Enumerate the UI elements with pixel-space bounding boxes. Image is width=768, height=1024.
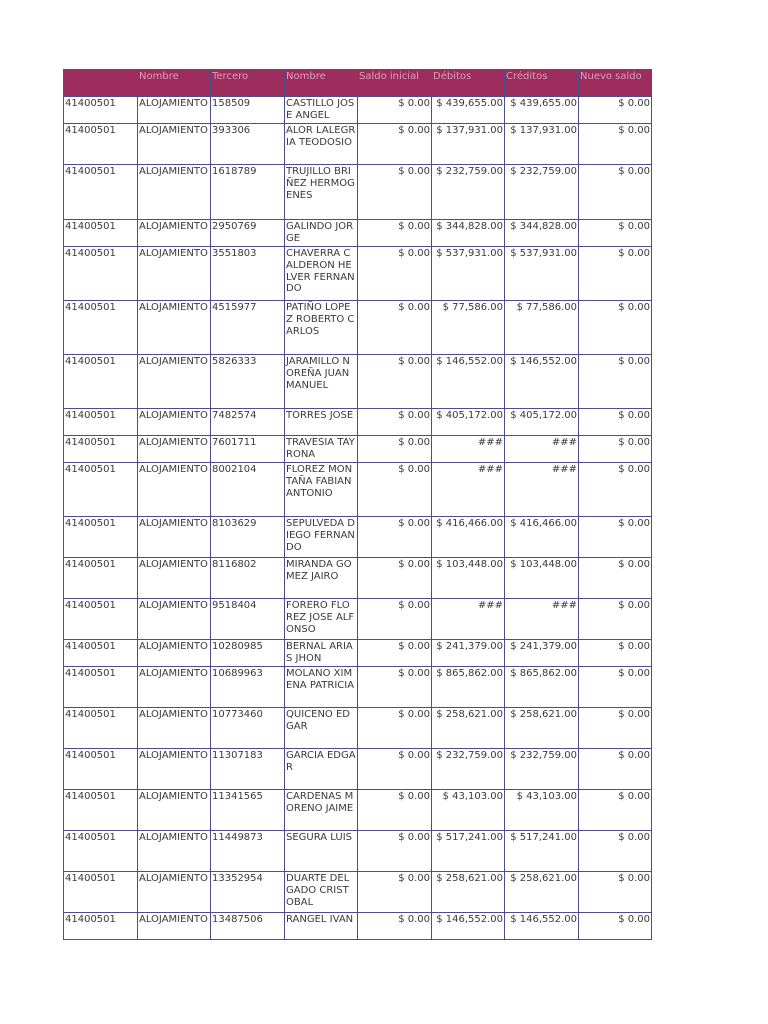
cell-debitos: ###	[432, 436, 505, 463]
cell-saldo-inicial: $ 0.00	[358, 409, 432, 436]
cell-saldo-inicial: $ 0.00	[358, 640, 432, 667]
cell-tercero: 11341565	[211, 790, 285, 831]
cell-concepto: ALOJAMIENTO	[138, 97, 211, 124]
cell-concepto: ALOJAMIENTO	[138, 124, 211, 165]
cell-nuevo-saldo: $ 0.00	[579, 872, 652, 913]
cell-debitos: $ 43,103.00	[432, 790, 505, 831]
spreadsheet-page	[63, 69, 651, 940]
table-row	[64, 517, 652, 558]
cell-debitos: $ 241,379.00	[432, 640, 505, 667]
cell-creditos: $ 517,241.00	[505, 831, 579, 872]
header-cuenta	[64, 70, 138, 97]
cell-debitos: $ 77,586.00	[432, 301, 505, 355]
cell-cuenta: 41400501	[64, 872, 138, 913]
cell-nombre: CARDENAS MORENO JAIME	[285, 790, 358, 831]
cell-nuevo-saldo: $ 0.00	[579, 463, 652, 517]
cell-tercero: 8103629	[211, 517, 285, 558]
cell-nuevo-saldo: $ 0.00	[579, 436, 652, 463]
cell-tercero: 5826333	[211, 355, 285, 409]
cell-cuenta: 41400501	[64, 165, 138, 220]
cell-concepto: ALOJAMIENTO	[138, 165, 211, 220]
cell-nuevo-saldo: $ 0.00	[579, 558, 652, 599]
cell-tercero: 393306	[211, 124, 285, 165]
cell-debitos: $ 537,931.00	[432, 247, 505, 301]
table-row	[64, 463, 652, 517]
cell-concepto: ALOJAMIENTO	[138, 301, 211, 355]
cell-creditos: $ 77,586.00	[505, 301, 579, 355]
header-nombre-concepto: Nombre	[138, 70, 211, 97]
cell-nuevo-saldo: $ 0.00	[579, 355, 652, 409]
cell-concepto: ALOJAMIENTO	[138, 517, 211, 558]
table-row	[64, 913, 652, 940]
header-nombre-tercero: Nombre	[285, 70, 358, 97]
cell-cuenta: 41400501	[64, 355, 138, 409]
cell-debitos: $ 146,552.00	[432, 355, 505, 409]
table-row	[64, 558, 652, 599]
table-row	[64, 165, 652, 220]
cell-nuevo-saldo: $ 0.00	[579, 124, 652, 165]
cell-debitos: $ 137,931.00	[432, 124, 505, 165]
cell-nombre: GARCIA EDGAR	[285, 749, 358, 790]
cell-cuenta: 41400501	[64, 220, 138, 247]
cell-creditos: $ 103,448.00	[505, 558, 579, 599]
cell-nombre: JARAMILLO NOREÑA JUAN MANUEL	[285, 355, 358, 409]
cell-creditos: $ 537,931.00	[505, 247, 579, 301]
accounts-table	[63, 69, 652, 940]
table-row	[64, 708, 652, 749]
cell-cuenta: 41400501	[64, 301, 138, 355]
cell-nombre: DUARTE DELGADO CRISTOBAL	[285, 872, 358, 913]
cell-tercero: 8002104	[211, 463, 285, 517]
table-row	[64, 247, 652, 301]
header-row	[64, 70, 652, 97]
cell-nombre: FLOREZ MONTAÑA FABIAN ANTONIO	[285, 463, 358, 517]
cell-concepto: ALOJAMIENTO	[138, 355, 211, 409]
cell-saldo-inicial: $ 0.00	[358, 301, 432, 355]
cell-tercero: 158509	[211, 97, 285, 124]
cell-tercero: 3551803	[211, 247, 285, 301]
cell-nombre: CHAVERRA CALDERON HELVER FERNANDO	[285, 247, 358, 301]
cell-tercero: 10773460	[211, 708, 285, 749]
cell-nombre: QUICENO EDGAR	[285, 708, 358, 749]
cell-saldo-inicial: $ 0.00	[358, 831, 432, 872]
cell-nuevo-saldo: $ 0.00	[579, 749, 652, 790]
cell-cuenta: 41400501	[64, 640, 138, 667]
cell-nombre: GALINDO JORGE	[285, 220, 358, 247]
cell-nuevo-saldo: $ 0.00	[579, 708, 652, 749]
cell-saldo-inicial: $ 0.00	[358, 436, 432, 463]
cell-nuevo-saldo: $ 0.00	[579, 247, 652, 301]
cell-concepto: ALOJAMIENTO	[138, 409, 211, 436]
table-row	[64, 599, 652, 640]
cell-tercero: 1618789	[211, 165, 285, 220]
cell-cuenta: 41400501	[64, 749, 138, 790]
cell-tercero: 11307183	[211, 749, 285, 790]
cell-cuenta: 41400501	[64, 409, 138, 436]
cell-tercero: 13487506	[211, 913, 285, 940]
cell-saldo-inicial: $ 0.00	[358, 463, 432, 517]
cell-cuenta: 41400501	[64, 517, 138, 558]
cell-nombre: TORRES JOSE	[285, 409, 358, 436]
table-body	[64, 97, 652, 940]
cell-saldo-inicial: $ 0.00	[358, 790, 432, 831]
cell-cuenta: 41400501	[64, 599, 138, 640]
cell-nombre: PATIÑO LOPEZ ROBERTO CARLOS	[285, 301, 358, 355]
header-debitos: Débitos	[432, 70, 505, 97]
cell-saldo-inicial: $ 0.00	[358, 517, 432, 558]
cell-cuenta: 41400501	[64, 667, 138, 708]
cell-concepto: ALOJAMIENTO	[138, 913, 211, 940]
table-row	[64, 409, 652, 436]
cell-saldo-inicial: $ 0.00	[358, 667, 432, 708]
cell-tercero: 11449873	[211, 831, 285, 872]
cell-nombre: ALOR LALEGRIA TEODOSIO	[285, 124, 358, 165]
table-row	[64, 831, 652, 872]
cell-debitos: ###	[432, 463, 505, 517]
cell-nuevo-saldo: $ 0.00	[579, 517, 652, 558]
cell-creditos: $ 146,552.00	[505, 355, 579, 409]
cell-debitos: ###	[432, 599, 505, 640]
cell-nuevo-saldo: $ 0.00	[579, 599, 652, 640]
table-row	[64, 436, 652, 463]
header-nuevo-saldo: Nuevo saldo	[579, 70, 652, 97]
cell-creditos: $ 232,759.00	[505, 749, 579, 790]
cell-creditos: $ 137,931.00	[505, 124, 579, 165]
cell-creditos: $ 232,759.00	[505, 165, 579, 220]
cell-tercero: 8116802	[211, 558, 285, 599]
cell-cuenta: 41400501	[64, 831, 138, 872]
cell-cuenta: 41400501	[64, 708, 138, 749]
cell-cuenta: 41400501	[64, 790, 138, 831]
cell-debitos: $ 344,828.00	[432, 220, 505, 247]
cell-saldo-inicial: $ 0.00	[358, 558, 432, 599]
cell-creditos: ###	[505, 463, 579, 517]
cell-saldo-inicial: $ 0.00	[358, 165, 432, 220]
cell-nombre: SEPULVEDA DIEGO FERNANDO	[285, 517, 358, 558]
cell-nuevo-saldo: $ 0.00	[579, 409, 652, 436]
cell-concepto: ALOJAMIENTO	[138, 708, 211, 749]
cell-debitos: $ 405,172.00	[432, 409, 505, 436]
cell-debitos: $ 232,759.00	[432, 165, 505, 220]
cell-concepto: ALOJAMIENTO	[138, 831, 211, 872]
cell-cuenta: 41400501	[64, 436, 138, 463]
cell-concepto: ALOJAMIENTO	[138, 599, 211, 640]
cell-nombre: TRAVESIA TAYRONA	[285, 436, 358, 463]
cell-debitos: $ 416,466.00	[432, 517, 505, 558]
cell-concepto: ALOJAMIENTO	[138, 436, 211, 463]
cell-nuevo-saldo: $ 0.00	[579, 831, 652, 872]
cell-cuenta: 41400501	[64, 913, 138, 940]
cell-debitos: $ 439,655.00	[432, 97, 505, 124]
cell-creditos: $ 344,828.00	[505, 220, 579, 247]
cell-debitos: $ 258,621.00	[432, 708, 505, 749]
cell-concepto: ALOJAMIENTO	[138, 220, 211, 247]
cell-nuevo-saldo: $ 0.00	[579, 301, 652, 355]
cell-nombre: BERNAL ARIAS JHON	[285, 640, 358, 667]
cell-nuevo-saldo: $ 0.00	[579, 640, 652, 667]
cell-debitos: $ 865,862.00	[432, 667, 505, 708]
header-creditos: Créditos	[505, 70, 579, 97]
cell-saldo-inicial: $ 0.00	[358, 749, 432, 790]
cell-concepto: ALOJAMIENTO	[138, 790, 211, 831]
cell-concepto: ALOJAMIENTO	[138, 463, 211, 517]
cell-creditos: $ 258,621.00	[505, 872, 579, 913]
cell-nuevo-saldo: $ 0.00	[579, 165, 652, 220]
cell-creditos: $ 405,172.00	[505, 409, 579, 436]
cell-creditos: $ 416,466.00	[505, 517, 579, 558]
cell-creditos: $ 258,621.00	[505, 708, 579, 749]
cell-concepto: ALOJAMIENTO	[138, 558, 211, 599]
cell-creditos: $ 439,655.00	[505, 97, 579, 124]
cell-creditos: $ 43,103.00	[505, 790, 579, 831]
cell-cuenta: 41400501	[64, 463, 138, 517]
table-row	[64, 124, 652, 165]
table-row	[64, 749, 652, 790]
cell-nuevo-saldo: $ 0.00	[579, 97, 652, 124]
cell-concepto: ALOJAMIENTO	[138, 872, 211, 913]
table-row	[64, 790, 652, 831]
cell-nombre: RANGEL IVAN	[285, 913, 358, 940]
cell-creditos: $ 865,862.00	[505, 667, 579, 708]
cell-saldo-inicial: $ 0.00	[358, 708, 432, 749]
table-row	[64, 220, 652, 247]
cell-cuenta: 41400501	[64, 558, 138, 599]
cell-debitos: $ 146,552.00	[432, 913, 505, 940]
cell-tercero: 9518404	[211, 599, 285, 640]
cell-concepto: ALOJAMIENTO	[138, 749, 211, 790]
cell-debitos: $ 258,621.00	[432, 872, 505, 913]
cell-tercero: 7482574	[211, 409, 285, 436]
cell-concepto: ALOJAMIENTO	[138, 667, 211, 708]
cell-creditos: $ 241,379.00	[505, 640, 579, 667]
table-row	[64, 97, 652, 124]
header-tercero: Tercero	[211, 70, 285, 97]
cell-concepto: ALOJAMIENTO	[138, 247, 211, 301]
cell-saldo-inicial: $ 0.00	[358, 599, 432, 640]
cell-saldo-inicial: $ 0.00	[358, 355, 432, 409]
table-row	[64, 640, 652, 667]
cell-concepto: ALOJAMIENTO	[138, 640, 211, 667]
cell-nuevo-saldo: $ 0.00	[579, 913, 652, 940]
table-row	[64, 301, 652, 355]
cell-cuenta: 41400501	[64, 97, 138, 124]
cell-nombre: SEGURA LUIS	[285, 831, 358, 872]
cell-saldo-inicial: $ 0.00	[358, 913, 432, 940]
cell-tercero: 4515977	[211, 301, 285, 355]
cell-creditos: ###	[505, 436, 579, 463]
cell-nombre: MIRANDA GOMEZ JAIRO	[285, 558, 358, 599]
cell-nombre: FORERO FLOREZ JOSE ALFONSO	[285, 599, 358, 640]
cell-nombre: MOLANO XIMENA PATRICIA	[285, 667, 358, 708]
cell-saldo-inicial: $ 0.00	[358, 124, 432, 165]
cell-saldo-inicial: $ 0.00	[358, 247, 432, 301]
cell-nuevo-saldo: $ 0.00	[579, 790, 652, 831]
cell-nuevo-saldo: $ 0.00	[579, 667, 652, 708]
cell-cuenta: 41400501	[64, 124, 138, 165]
cell-tercero: 13352954	[211, 872, 285, 913]
cell-tercero: 7601711	[211, 436, 285, 463]
cell-tercero: 2950769	[211, 220, 285, 247]
cell-debitos: $ 517,241.00	[432, 831, 505, 872]
cell-creditos: ###	[505, 599, 579, 640]
table-row	[64, 355, 652, 409]
cell-nombre: TRUJILLO BRIÑEZ HERMOGENES	[285, 165, 358, 220]
cell-nuevo-saldo: $ 0.00	[579, 220, 652, 247]
cell-nombre: CASTILLO JOSE ANGEL	[285, 97, 358, 124]
cell-saldo-inicial: $ 0.00	[358, 872, 432, 913]
cell-debitos: $ 103,448.00	[432, 558, 505, 599]
cell-saldo-inicial: $ 0.00	[358, 220, 432, 247]
cell-tercero: 10689963	[211, 667, 285, 708]
cell-debitos: $ 232,759.00	[432, 749, 505, 790]
cell-tercero: 10280985	[211, 640, 285, 667]
header-saldo-inicial: Saldo inicial	[358, 70, 432, 97]
table-row	[64, 872, 652, 913]
cell-saldo-inicial: $ 0.00	[358, 97, 432, 124]
cell-creditos: $ 146,552.00	[505, 913, 579, 940]
table-row	[64, 667, 652, 708]
cell-cuenta: 41400501	[64, 247, 138, 301]
